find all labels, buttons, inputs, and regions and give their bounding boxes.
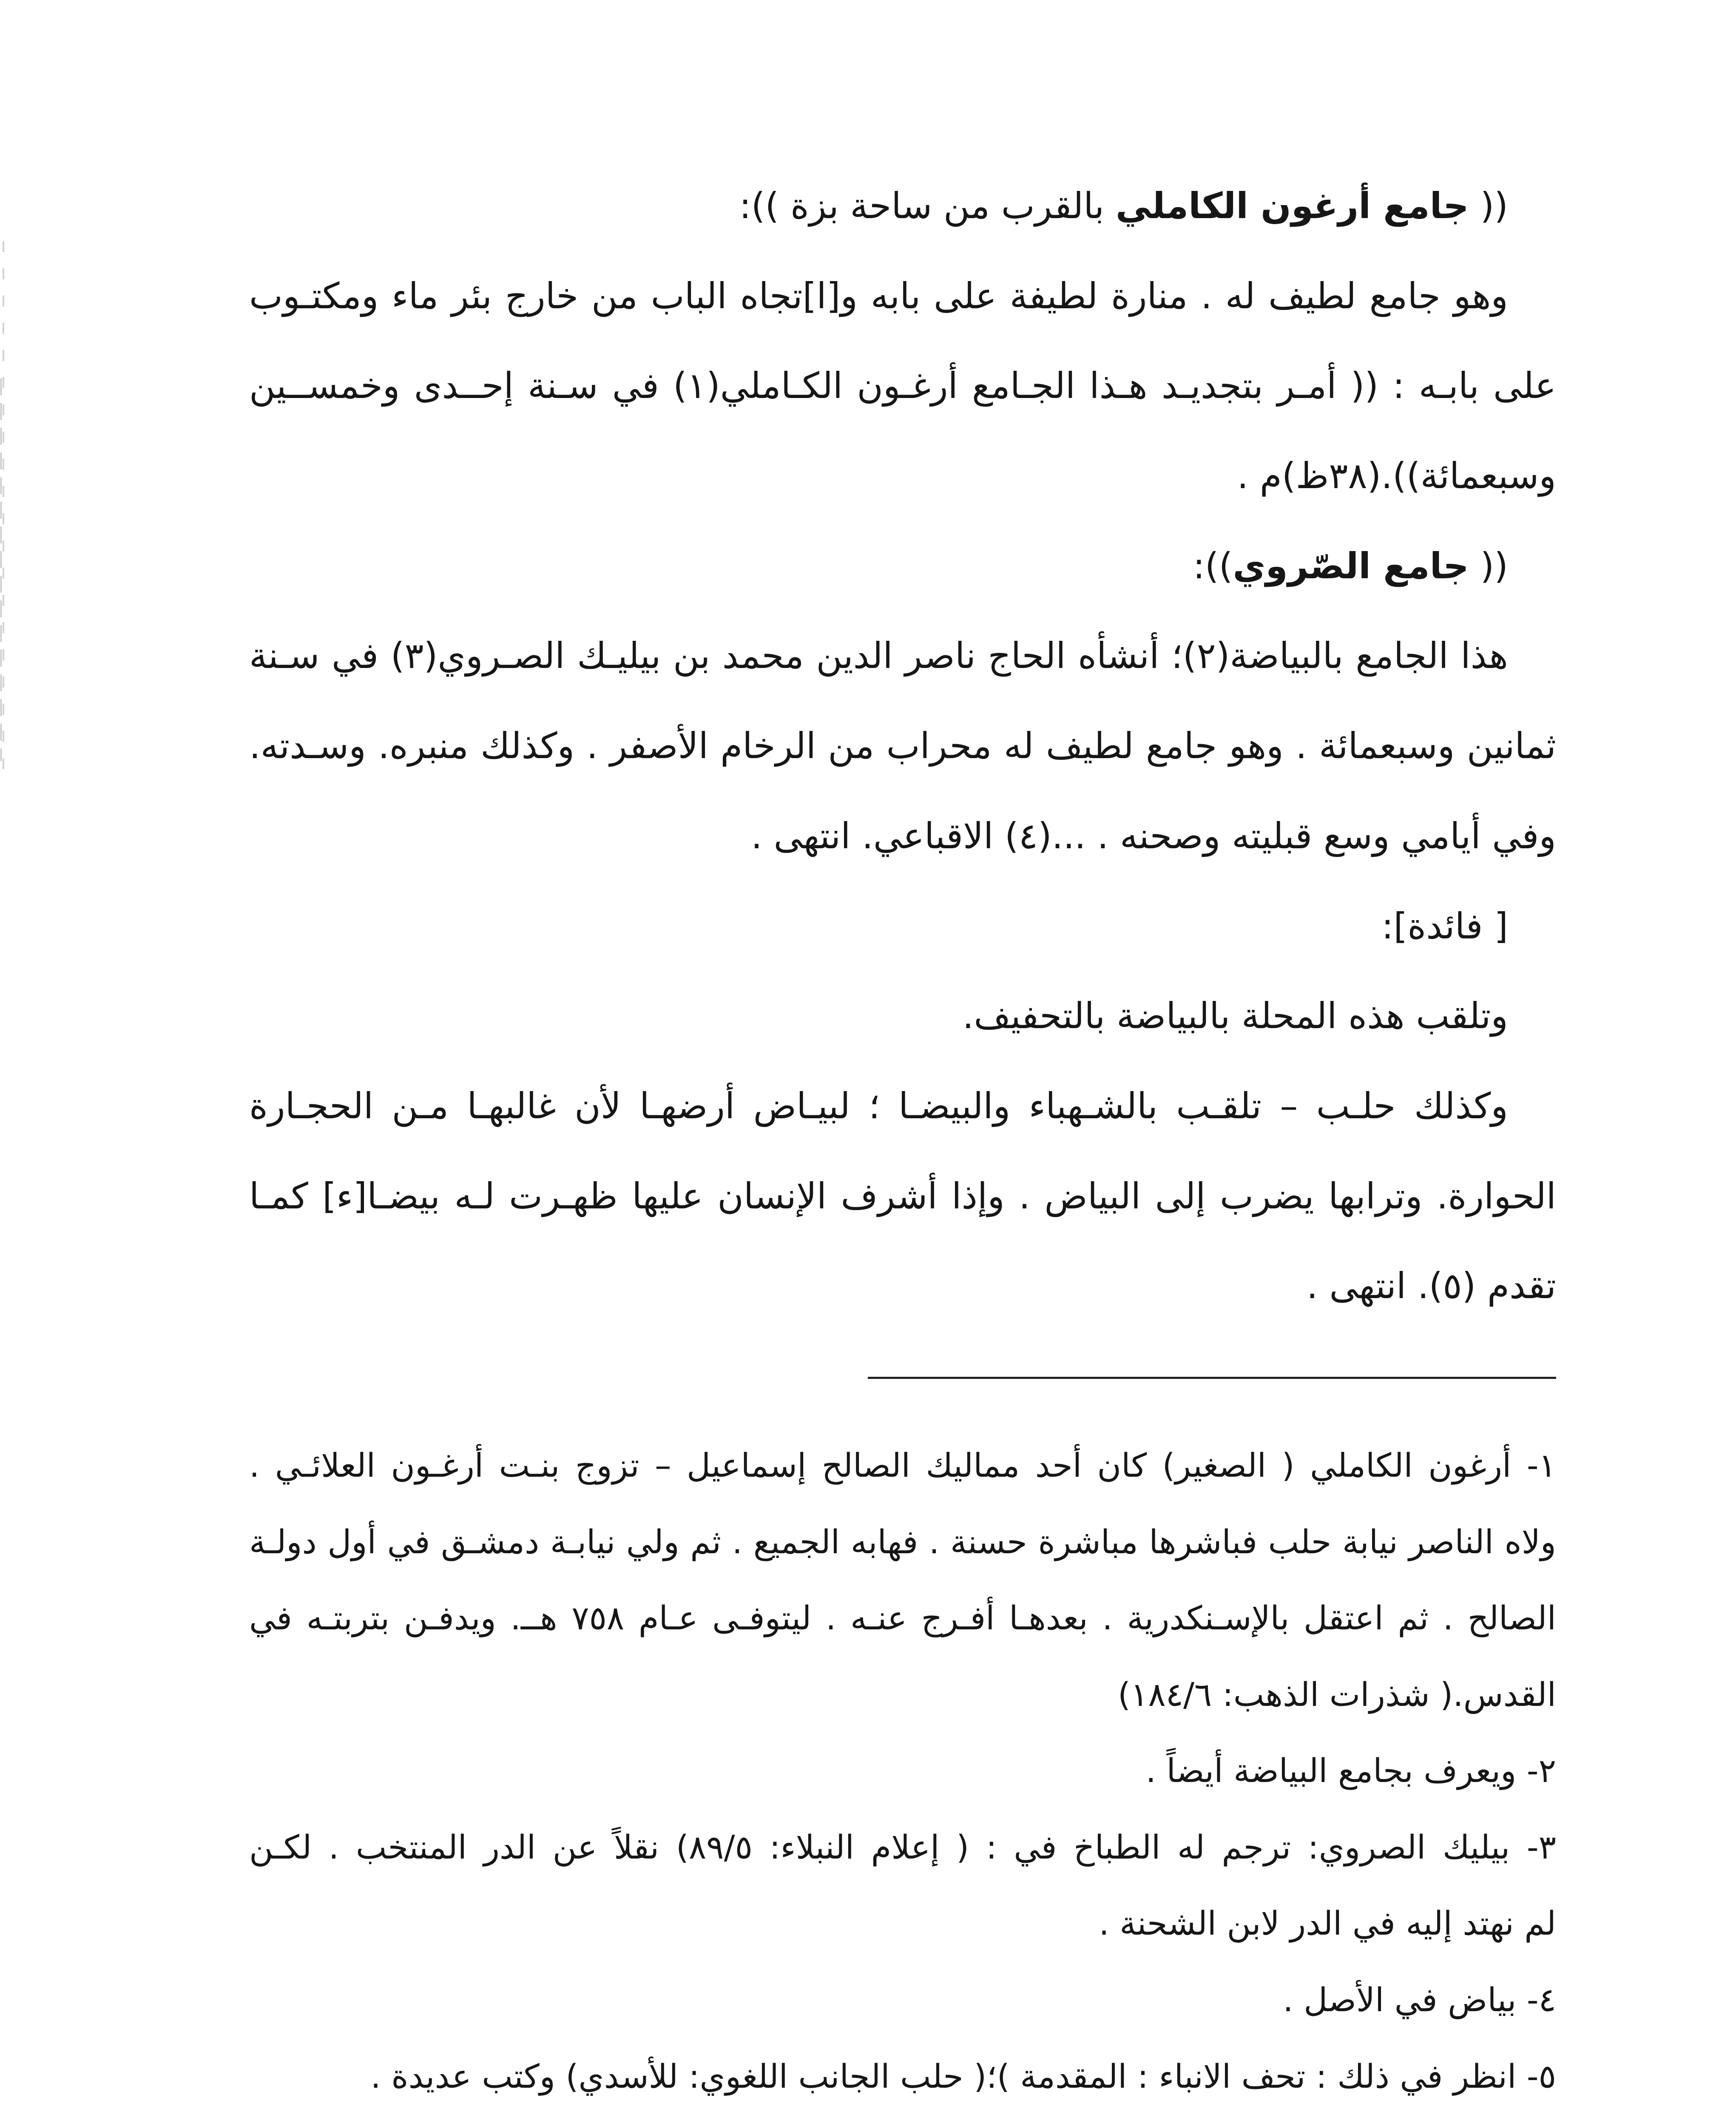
footnote-line: لم نهتد إليه في الدر لابن الشحنة . [1099, 1905, 1556, 1943]
heading-title: جامع أرغون الكاملي [1115, 185, 1469, 227]
footnote-line: ١- أرغون الكاملي ( الصغير) كان أحد مماليك الصالح إسماعيل – تزوج بنـت أرغـون العلائـي . [249, 1447, 1556, 1485]
paragraph-line: وسبعمائة)).(٣٨ظ)م . [1237, 455, 1556, 497]
footnote-line: ٢- ويعرف بجامع البياضة أيضاً . [1145, 1752, 1556, 1790]
paragraph-line: تقدم (٥). انتهى . [1307, 1265, 1556, 1307]
section-heading [249, 523, 1556, 608]
heading-rest: بالقرب من ساحة بزة )): [739, 185, 1105, 227]
heading-open-brackets: (( [1480, 185, 1508, 227]
paragraph-line: هذا الجامع بالبياضة(٢)؛ أنشأه الحاج ناصر الدين محمد بن بيليـك الصـروي(٣) في سـنة [249, 635, 1508, 676]
heading-title: جامع الصّروي [1233, 545, 1469, 587]
footnote-line: ولاه الناصر نيابة حلب فباشرها مباشرة حسنة . فهابه الجميع . ثم ولي نيابـة دمشـق في أول دولـة [249, 1523, 1556, 1561]
section-heading [249, 163, 1556, 248]
paragraph-line: وكذلك حلـب – تلقـب بالشـهباء والبيضـا ؛ لبيـاض أرضهـا لأن غالبهـا مـن الحجـارة [249, 1085, 1508, 1127]
footnote-line: ٤- بياض في الأصل . [1283, 1981, 1556, 2019]
scan-edge-artifact [0, 378, 2, 761]
paragraph-line: وتلقب هذه المحلة بالبياضة بالتحفيف. [962, 995, 1508, 1037]
paragraph-line: وهو جامع لطيف له . منارة لطيفة على بابه و[ا]تجاه الباب من خارج بئر ماء ومكتـوب [249, 275, 1508, 317]
heading-open-brackets: (( [1480, 545, 1508, 587]
footnote-line: الصالح . ثم اعتقل بالإسـنكدرية . بعدهـا أفـرج عنـه . ليتوفـى عـام ٧٥٨ هــ. ويدفـن بتربتـه في [249, 1600, 1556, 1637]
scan-edge-artifact [3, 241, 4, 772]
paragraph-line: ثمانين وسبعمائة . وهو جامع لطيف له محراب من الرخام الأصفر . وكذلك منبره. وسـدته. [249, 725, 1556, 767]
paragraph-line: وفي أيامي وسع قبليته وصحنه . ...(٤) الاقباعي. انتهى . [751, 815, 1556, 857]
footnote-line: ٥- انظر في ذلك : تحف الانباء : المقدمة )؛( حلب الجانب اللغوي: للأسدي) وكتب عديدة . [370, 2058, 1556, 2096]
footnote-line: ٣- بيليك الصروي: ترجم له الطباخ في : ( إعلام النبلاء: ٨٩/٥) نقلاً عن الدر المنتخب . لكـن [249, 1829, 1556, 1867]
paragraph-line: الحوارة. وترابها يضرب إلى البياض . وإذا أشرف الإنسان عليها ظهـرت لـه بيضـا[ء] كمـا [249, 1175, 1556, 1217]
footnote-separator [868, 1377, 1556, 1379]
heading-close-brackets: )): [1193, 545, 1233, 587]
footnote-line: القدس.( شذرات الذهب: ١٨٤/٦) [1117, 1676, 1556, 1714]
note-label: [ فائدة]: [1381, 905, 1508, 947]
paragraph-line: على بابـه : (( أمـر بتجديـد هـذا الجـامع أرغـون الكـاملي(١) في سـنة إحــدى وخمســين [249, 365, 1556, 406]
